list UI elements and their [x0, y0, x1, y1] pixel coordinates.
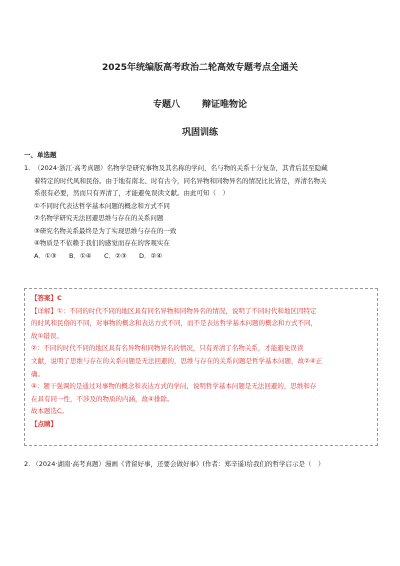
- explanation-line: 在具有同一性，不涉及的物质的内涵，故④排除。: [31, 394, 174, 403]
- choice-c: C．②③: [104, 251, 127, 260]
- statement-4: ④物质是不依赖于我们的感觉而存在的客观实在: [34, 239, 170, 247]
- conclusion-line: 故本题选C。: [31, 407, 69, 416]
- question-1: [24, 162, 376, 262]
- subtitle: 巩固训练: [181, 128, 218, 138]
- answer-choices: [34, 250, 376, 263]
- explanation-line: ④：题干强调的是通过对事物的概念和表达方式的学问，说明哲学基本问题是无法回避的，思维和存: [31, 382, 317, 391]
- stem-line: 系很有必要，然而只有弄清了，才能避免误读文献。由此可知（ ）: [34, 189, 229, 197]
- stem-line: （2024·浙江·高考真题）名物学是研究事物及其名称的学问，名与物的关系十分复杂，其背后甚至隐藏: [34, 164, 328, 172]
- statement-1: ①不同时代表达哲学基本问题的概念和方式不同: [34, 201, 170, 210]
- choice-d: D．②④: [139, 251, 163, 260]
- topic-name: 辩证唯物论: [202, 100, 248, 110]
- point-label: 【点睛】: [31, 419, 57, 428]
- choice-a: A．①③: [34, 251, 57, 260]
- question-stem: （2024·湖南·高考真题）漫画《背留好事，还要会做好事》(作者：郑辛遥)给我们的哲学启示是（ ）: [32, 460, 325, 468]
- answer-explanation-box: [24, 288, 378, 446]
- explanation-line: 的时风和民俗的不同，对事物的概念和表达方式不同，而不是表达哲学基本问题的概念和方式不同，: [31, 319, 317, 328]
- explanation-line: 确。: [31, 369, 44, 378]
- question-2: [24, 458, 376, 470]
- answer-label: 【答案】C: [31, 294, 62, 302]
- statement-2: ②名物学研究无法回避思维与存在的关系问题: [34, 214, 164, 222]
- explanation-line: 【详解】①：不同的时代不同的地区具有同名异物和同物异名的情况，说明了不同时代和地区因特定: [31, 306, 317, 315]
- question-stem: [34, 162, 376, 200]
- choice-b: B．①④: [69, 251, 92, 260]
- section-heading: 一、单选题: [24, 151, 57, 159]
- statement-3: ③研究名物关系最终是为了实现思维与存在的一致: [34, 226, 177, 235]
- topic-heading: [0, 97, 400, 110]
- topic-label: 专题八: [152, 100, 180, 110]
- question-number: 2.: [24, 460, 31, 468]
- explanation-line: 故①错误。: [31, 331, 63, 340]
- stem-line: 着特定的时代风和民俗。由于地有南北、时有古今，同名异物和同物异名的情况比比皆是，弄清名物关: [34, 176, 327, 185]
- question-number: 1.: [24, 164, 31, 172]
- explanation-line: 文献，说明了思维与存在的关系问题是无法回避的，思维与存在的关系问题是哲学基本问题，故②④正: [31, 356, 323, 365]
- explanation-line: ②：不同的时代不同的地区具有名异物和同物异名的情况，只有弄清了名物关系，才能避免误读: [31, 344, 304, 353]
- document-title: 2025年统编版高考政治二轮高效专题考点全通关: [101, 63, 299, 73]
